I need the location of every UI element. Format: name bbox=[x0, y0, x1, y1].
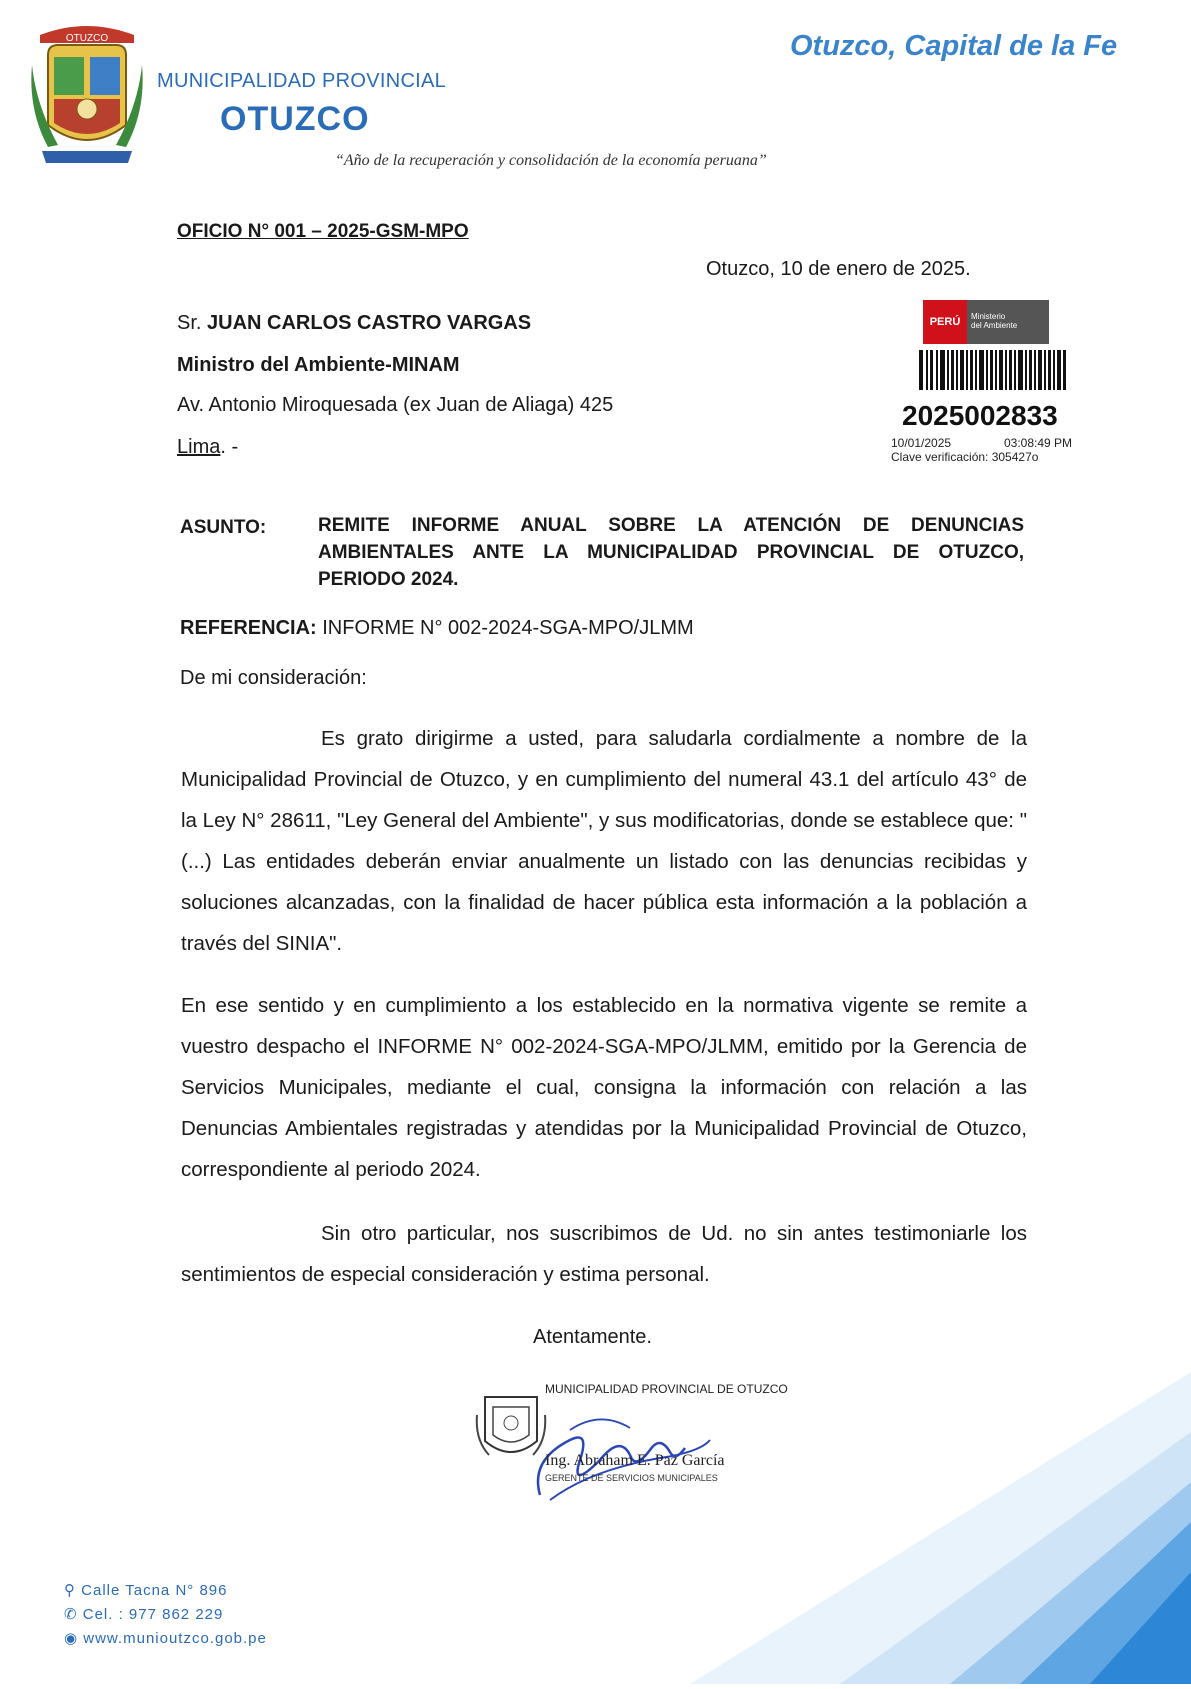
city-slogan: Otuzco, Capital de la Fe bbox=[790, 30, 1118, 62]
referencia-label: REFERENCIA: bbox=[180, 617, 317, 639]
recipient-role: Ministro del Ambiente-MINAM bbox=[177, 354, 460, 376]
footer-phone-line bbox=[64, 1605, 223, 1623]
registration-number: 2025002833 bbox=[902, 400, 1058, 431]
document-reference-code: OFICIO N° 001 – 2025-GSM-MPO bbox=[177, 221, 469, 242]
phone-icon: ✆ bbox=[64, 1606, 78, 1623]
registration-time: 03:08:49 PM bbox=[1004, 436, 1073, 450]
asunto-text: REMITE INFORME ANUAL SOBRE LA ATENCIÓN DE DENUNCIAS AMBIENTALES ANTE LA MUNICIPALIDAD PROVINCIAL DE OTUZCO, PERIODO 2024. bbox=[318, 515, 1024, 590]
body-paragraph-2: En ese sentido y en cumplimiento a los establecido en la normativa vigente se remite a vuestro despacho el INFORME N° 002-2024-SGA-MPO/JLMM, emitido por la Gerencia de Servicios Municipales, mediante el cual, consigna la información con relación a las Denuncias Ambientales registradas y atendidas por la Municipalidad Provincial de Otuzco, correspondiente al periodo 2024. bbox=[181, 994, 1027, 1181]
recipient-address: Av. Antonio Miroquesada (ex Juan de Aliaga) 425 bbox=[177, 394, 614, 416]
footer-address: Calle Tacna N° 896 bbox=[81, 1582, 228, 1599]
footer-website-line bbox=[64, 1629, 267, 1647]
asunto-label: ASUNTO: bbox=[180, 517, 267, 538]
referencia-text: INFORME N° 002-2024-SGA-MPO/JLMM bbox=[316, 617, 694, 639]
decorative-corner-graphic bbox=[690, 1372, 1191, 1684]
body-paragraph-1: Es grato dirigirme a usted, para saludarla cordialmente a nombre de la Municipalidad Provincial de Otuzco, y en cumplimiento del numeral 43.1 del artículo 43° de la Ley N° 28611, "Ley General del Ambiente", y sus modificatorias, donde se establece que: "(...) Las entidades deberán enviar anualmente un listado con las denuncias recibidas y soluciones alcanzadas, con la finalidad de hacer pública esta información a la población a través del SINIA". bbox=[181, 727, 1027, 955]
recipient-name: JUAN CARLOS CASTRO VARGAS bbox=[207, 312, 532, 334]
peru-label: PERÚ bbox=[929, 316, 961, 328]
municipality-name-line2: OTUZCO bbox=[220, 100, 370, 138]
globe-icon: ◉ bbox=[64, 1630, 79, 1647]
footer-website[interactable]: www.munioutzco.gob.pe bbox=[83, 1630, 267, 1647]
recipient-city-suffix: . - bbox=[220, 436, 239, 458]
recipient-name-line bbox=[177, 312, 531, 335]
referencia-line bbox=[180, 617, 694, 640]
footer-phone: Cel. : 977 862 229 bbox=[82, 1606, 224, 1623]
barcode bbox=[919, 350, 1067, 390]
peru-flag-block bbox=[923, 300, 967, 344]
closing: Atentamente. bbox=[533, 1326, 652, 1348]
salutation: De mi consideración: bbox=[180, 667, 367, 689]
body-paragraph-3: Sin otro particular, nos suscribimos de Ud. no sin antes testimoniarle los sentimientos de especial consideración y estima personal. bbox=[181, 1222, 1027, 1286]
signature-stamp-header: MUNICIPALIDAD PROVINCIAL DE OTUZCO bbox=[545, 1382, 788, 1396]
recipient-city-line bbox=[177, 436, 238, 459]
ministry-label bbox=[971, 312, 1017, 330]
signatory-role: GERENTE DE SERVICIOS MUNICIPALES bbox=[545, 1473, 718, 1483]
reception-stamp bbox=[923, 300, 1049, 344]
ministry-line1: Ministerio bbox=[971, 312, 1006, 321]
municipal-crest-logo bbox=[28, 15, 146, 173]
footer-address-line bbox=[64, 1581, 227, 1599]
verification-key: Clave verificación: 305427o bbox=[891, 450, 1039, 464]
date-line: Otuzco, 10 de enero de 2025. bbox=[706, 258, 971, 280]
signatory-name: Ing. Abraham E. Paz García bbox=[545, 1452, 725, 1469]
ministry-line2: del Ambiente bbox=[971, 321, 1018, 330]
crest-banner-text: OTUZCO bbox=[65, 33, 109, 44]
location-pin-icon: ⚲ bbox=[64, 1582, 76, 1599]
recipient-city: Lima bbox=[177, 436, 221, 458]
year-motto: “Año de la recuperación y consolidación de la economía peruana” bbox=[335, 152, 767, 169]
municipality-name-line1: MUNICIPALIDAD PROVINCIAL bbox=[157, 70, 447, 92]
registration-date: 10/01/2025 bbox=[891, 436, 952, 450]
recipient-title: Sr. bbox=[177, 312, 202, 334]
